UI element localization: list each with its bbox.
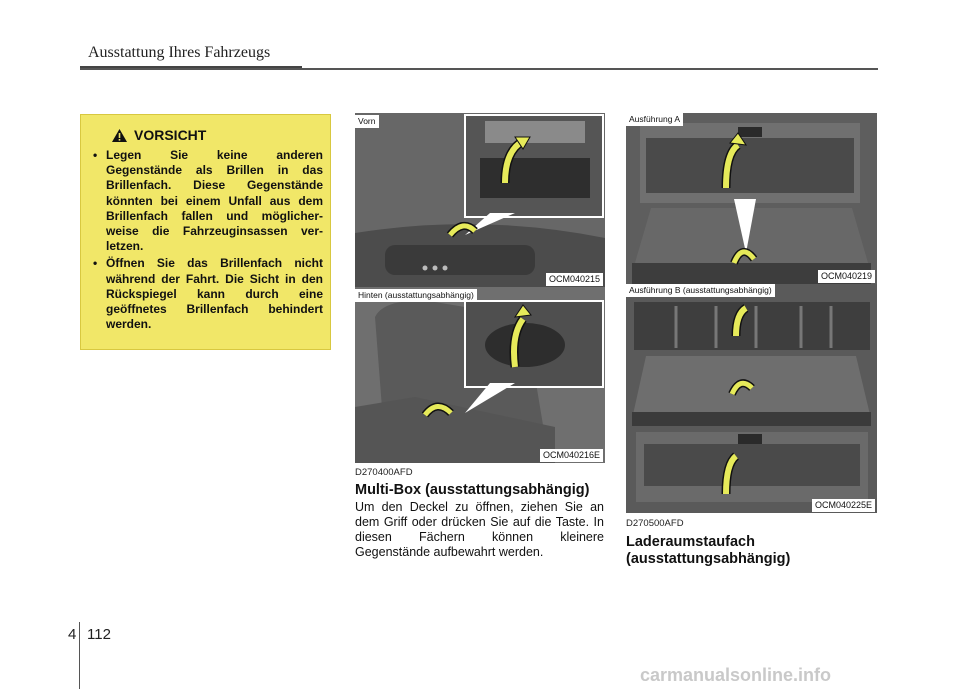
front-console-illustration — [355, 113, 605, 287]
figure-label: Ausführung A — [626, 113, 683, 126]
chapter-number: 4 — [68, 626, 77, 643]
watermark: carmanualsonline.info — [640, 665, 832, 685]
figure-front-overhead-console — [355, 113, 605, 287]
caution-item: • Öffnen Sie das Brillenfach nicht während der Fahrt. Die Sicht in den Rückspiegel kann durch eine geöffnetes Brillenfach behindert werden. — [89, 256, 323, 332]
caution-item: • Legen Sie keine anderen Gegenstände als Brillen in das Brillenfach. Diese Gegenstände könnten bei einem Unfall aus dem Brillenfach fallen und möglicher-weise die Fahrzeuginsassen ver-letzen. — [89, 148, 323, 254]
page-number: 112 — [87, 626, 111, 643]
caution-box — [80, 114, 331, 350]
section-heading: Multi-Box (ausstattungsabhängig) — [355, 482, 590, 498]
figure-cargo-type-b — [626, 284, 877, 513]
footer-divider — [79, 622, 80, 689]
figure-code: OCM040215 — [546, 273, 603, 286]
warning-triangle-icon — [111, 128, 128, 143]
section-body: Um den Deckel zu öffnen, ziehen Sie an dem Griff oder drücken Sie auf die Taste. In diesen Fächern können kleinere Gegenstände aufbewahrt werden. — [355, 500, 604, 559]
section-heading: Laderaumstaufach — [626, 534, 755, 550]
figure-label: Ausführung B (ausstattungsabhängig) — [626, 284, 775, 297]
section-heading-continued: (ausstattungsabhängig) — [626, 551, 791, 567]
figure-rear-overhead-console — [355, 287, 605, 463]
figure-label: Hinten (ausstattungsabhängig) — [355, 289, 477, 302]
figure-label: Vorn — [355, 115, 379, 128]
figure-code: OCM040219 — [818, 270, 875, 283]
cargo-b-illustration — [626, 284, 877, 513]
cargo-a-illustration — [626, 113, 877, 284]
header-rule — [80, 68, 878, 70]
figure-cargo-type-a — [626, 113, 877, 284]
section-code: D270400AFD — [355, 467, 413, 478]
figure-code: OCM040225E — [812, 499, 875, 512]
caution-list — [89, 148, 323, 334]
figure-code: OCM040216E — [540, 449, 603, 462]
page-header-title: Ausstattung Ihres Fahrzeugs — [88, 44, 271, 61]
rear-console-illustration — [355, 287, 605, 463]
caution-title — [111, 127, 206, 143]
caution-title-text: VORSICHT — [134, 127, 207, 143]
section-code: D270500AFD — [626, 518, 684, 529]
